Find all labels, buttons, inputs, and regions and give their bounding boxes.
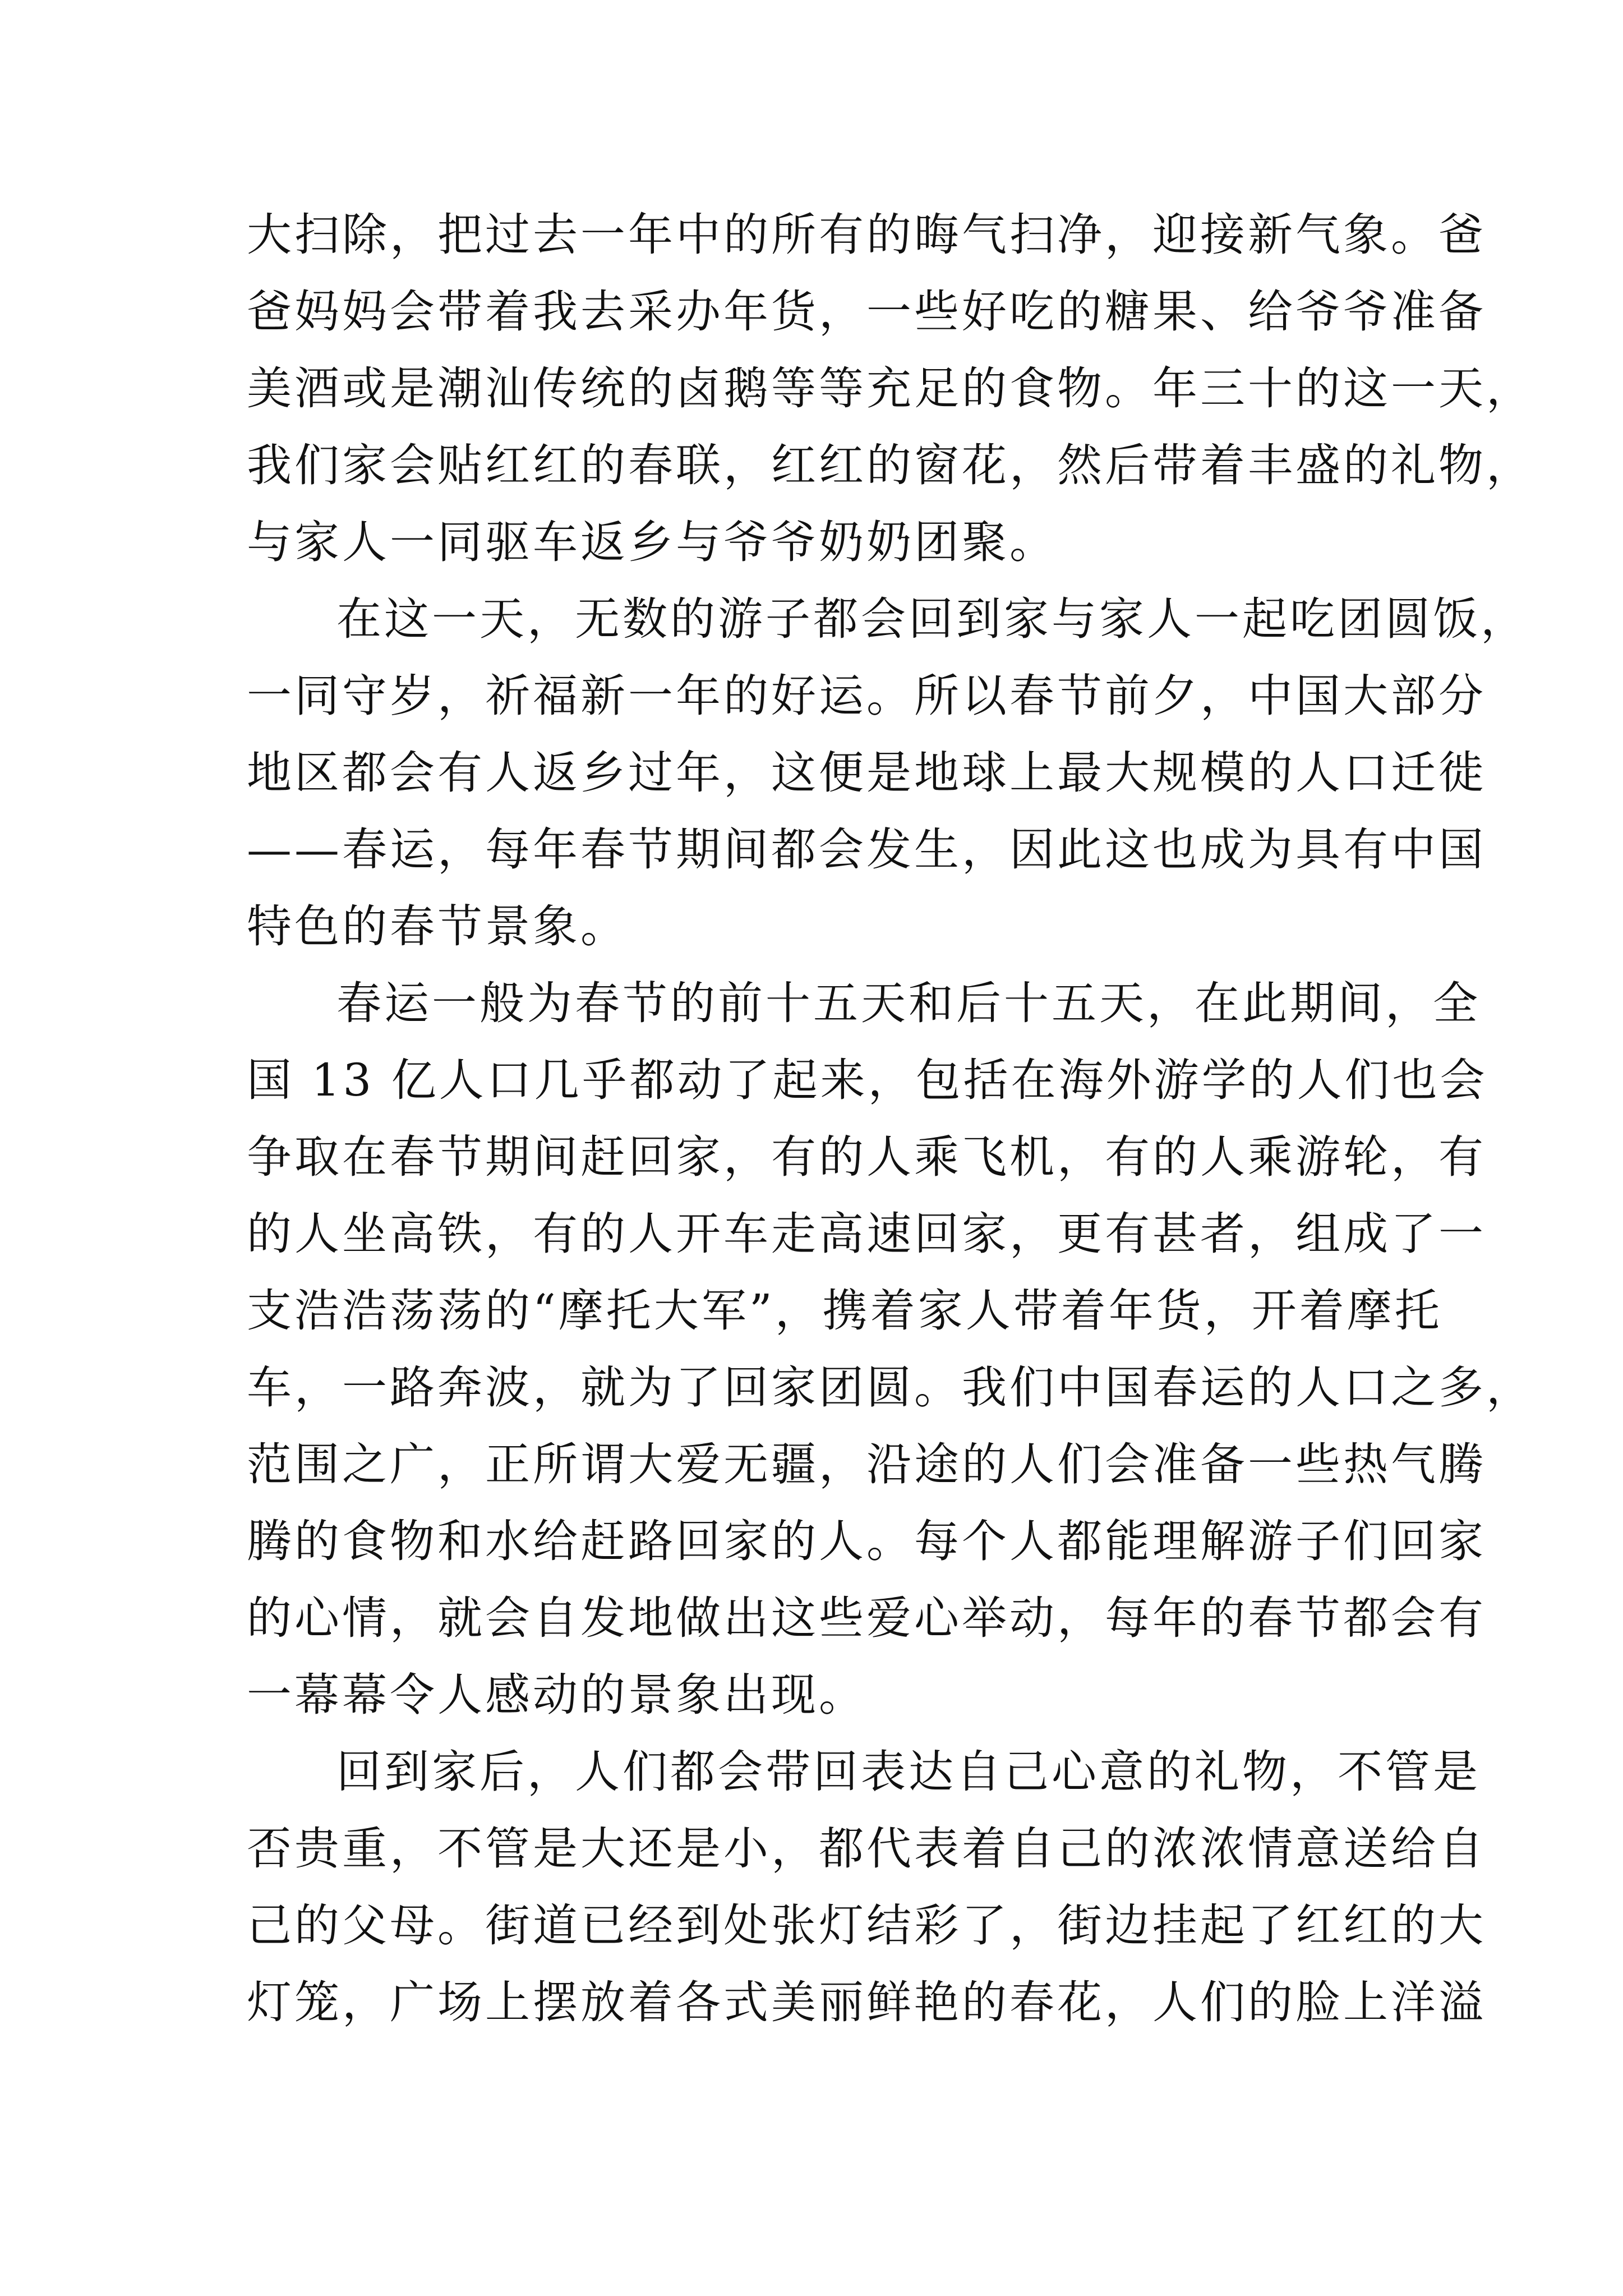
text-line: 特色的春节景象。 [247,900,628,953]
text-line: 的人坐高铁，有的人开车走高速回家，更有甚者，组成了一 [247,1208,1486,1260]
text-line: 腾的食物和水给赶路回家的人。每个人都能理解游子们回家 [247,1515,1486,1567]
text-line: 爸妈妈会带着我去采办年货，一些好吃的糖果、给爷爷准备 [247,286,1486,338]
text-line: 灯笼，广场上摆放着各式美丽鲜艳的春花，人们的脸上洋溢 [247,1976,1486,2028]
text-line: 与家人一同驱车返乡与爷爷奶奶团聚。 [247,516,1057,568]
text-line: 己的父母。街道已经到处张灯结彩了，街边挂起了红红的大 [247,1899,1486,1952]
text-line: 国 13 亿人口几乎都动了起来，包括在海外游学的人们也会 [247,1054,1488,1106]
text-line: 一同守岁，祈福新一年的好运。所以春节前夕，中国大部分 [247,670,1486,722]
text-line: 否贵重，不管是大还是小，都代表着自己的浓浓情意送给自 [247,1823,1486,1875]
text-line: 争取在春节期间赶回家，有的人乘飞机，有的人乘游轮，有 [247,1131,1486,1183]
text-line: 我们家会贴红红的春联，红红的窗花，然后带着丰盛的礼物， [247,439,1534,491]
text-line: 春运一般为春节的前十五天和后十五天，在此期间，全 [336,977,1481,1029]
text-line: 车，一路奔波，就为了回家团圆。我们中国春运的人口之多， [247,1361,1534,1414]
body-text [247,196,1534,2041]
text-line: 范围之广，正所谓大爱无疆，沿途的人们会准备一些热气腾 [247,1438,1486,1490]
text-line: 大扫除，把过去一年中的所有的晦气扫净，迎接新气象。爸 [247,209,1486,261]
text-line: 回到家后，人们都会带回表达自己心意的礼物，不管是 [336,1746,1481,1798]
text-line: 的心情，就会自发地做出这些爱心举动，每年的春节都会有 [247,1592,1486,1644]
text-line: 地区都会有人返乡过年，这便是地球上最大规模的人口迁徙 [247,747,1486,799]
text-line: 美酒或是潮汕传统的卤鹅等等充足的食物。年三十的这一天， [247,362,1534,415]
text-line: 在这一天，无数的游子都会回到家与家人一起吃团圆饭， [336,593,1528,645]
text-line: 支浩浩荡荡的“摩托大军”，携着家人带着年货，开着摩托 [247,1285,1442,1337]
text-line: ——春运，每年春节期间都会发生，因此这也成为具有中国 [247,823,1486,876]
text-line: 一幕幕令人感动的景象出现。 [247,1669,866,1721]
